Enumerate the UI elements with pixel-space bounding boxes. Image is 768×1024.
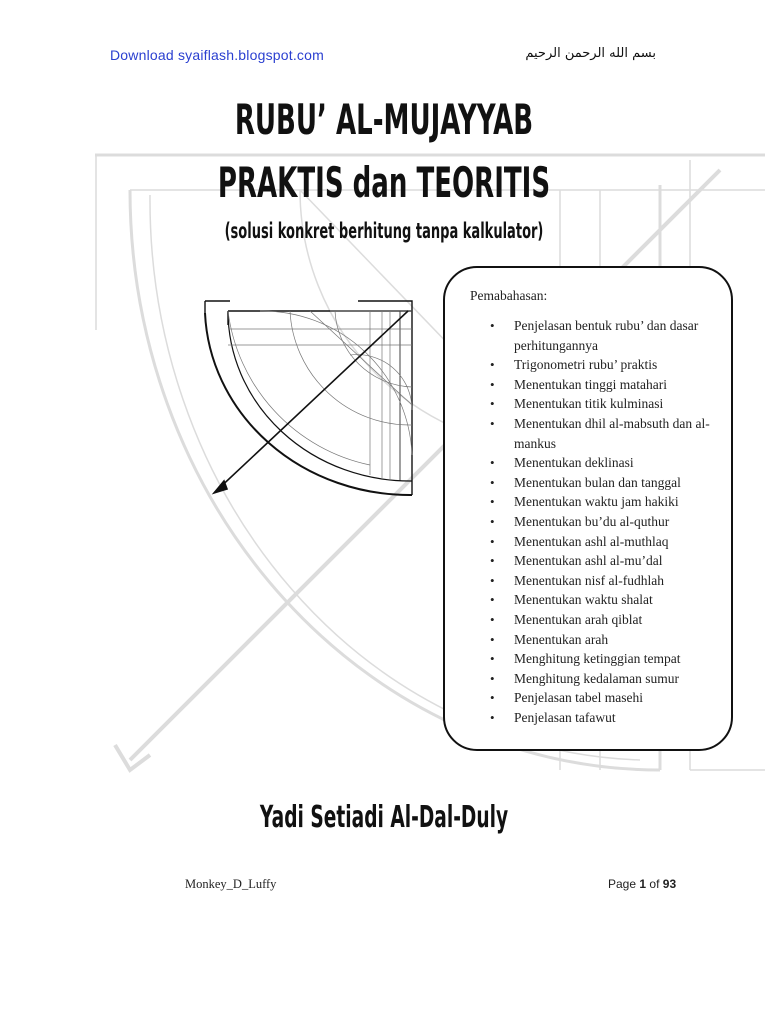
page-number (608, 877, 676, 891)
list-item: • Menentukan deklinasi (488, 453, 728, 473)
list-item: • Menentukan ashl al-muthlaq (488, 532, 728, 552)
title-line-1: RUBU’ AL-MUJAYYAB (234, 95, 534, 144)
list-item: • Menentukan bu’du al-quthur (488, 512, 728, 532)
page-current: 1 (639, 877, 647, 891)
list-item: • Menentukan arah qiblat (488, 610, 728, 630)
page-of: of (649, 877, 660, 891)
list-item: • Menentukan waktu jam hakiki (488, 492, 728, 512)
list-item: • Menentukan ashl al-mu’dal (488, 551, 728, 571)
list-item: • Penjelasan tafawut (488, 708, 728, 728)
list-item: • Penjelasan bentuk rubu’ dan dasar perhitungannya (488, 316, 728, 355)
list-item: • Menentukan nisf al-fudhlah (488, 571, 728, 591)
page-label: Page (608, 877, 637, 891)
list-item: • Penjelasan tabel masehi (488, 688, 728, 708)
rubu-quadrant-diagram (200, 295, 440, 520)
header-link[interactable]: Download syaiflash.blogspot.com (110, 47, 324, 63)
list-item: • Menentukan tinggi matahari (488, 375, 728, 395)
list-item: • Menghitung kedalaman sumur (488, 669, 728, 689)
list-item: • Trigonometri rubu’ praktis (488, 355, 728, 375)
title-subtitle: (solusi konkret berhitung tanpa kalkulator) (224, 219, 544, 243)
topics-list (488, 316, 728, 727)
footer-left-text: Monkey_D_Luffy (185, 877, 277, 891)
list-item: • Menentukan waktu shalat (488, 590, 728, 610)
list-item: • Menentukan bulan dan tanggal (488, 473, 728, 493)
list-item: • Menentukan arah (488, 630, 728, 650)
page-total: 93 (662, 877, 677, 891)
list-item: • Menghitung ketinggian tempat (488, 649, 728, 669)
title-line-2: PRAKTIS dan TEORITIS (217, 158, 551, 207)
list-item: • Menentukan titik kulminasi (488, 394, 728, 414)
list-item: • Menentukan dhil al-mabsuth dan al-mankus (488, 414, 728, 453)
header-arabic-basmala: بسم الله الرحمن الرحيم (525, 46, 656, 61)
author-name: Yadi Setiadi Al-Dal-Duly (259, 800, 509, 835)
topics-heading: Pemabahasan: (470, 288, 548, 303)
